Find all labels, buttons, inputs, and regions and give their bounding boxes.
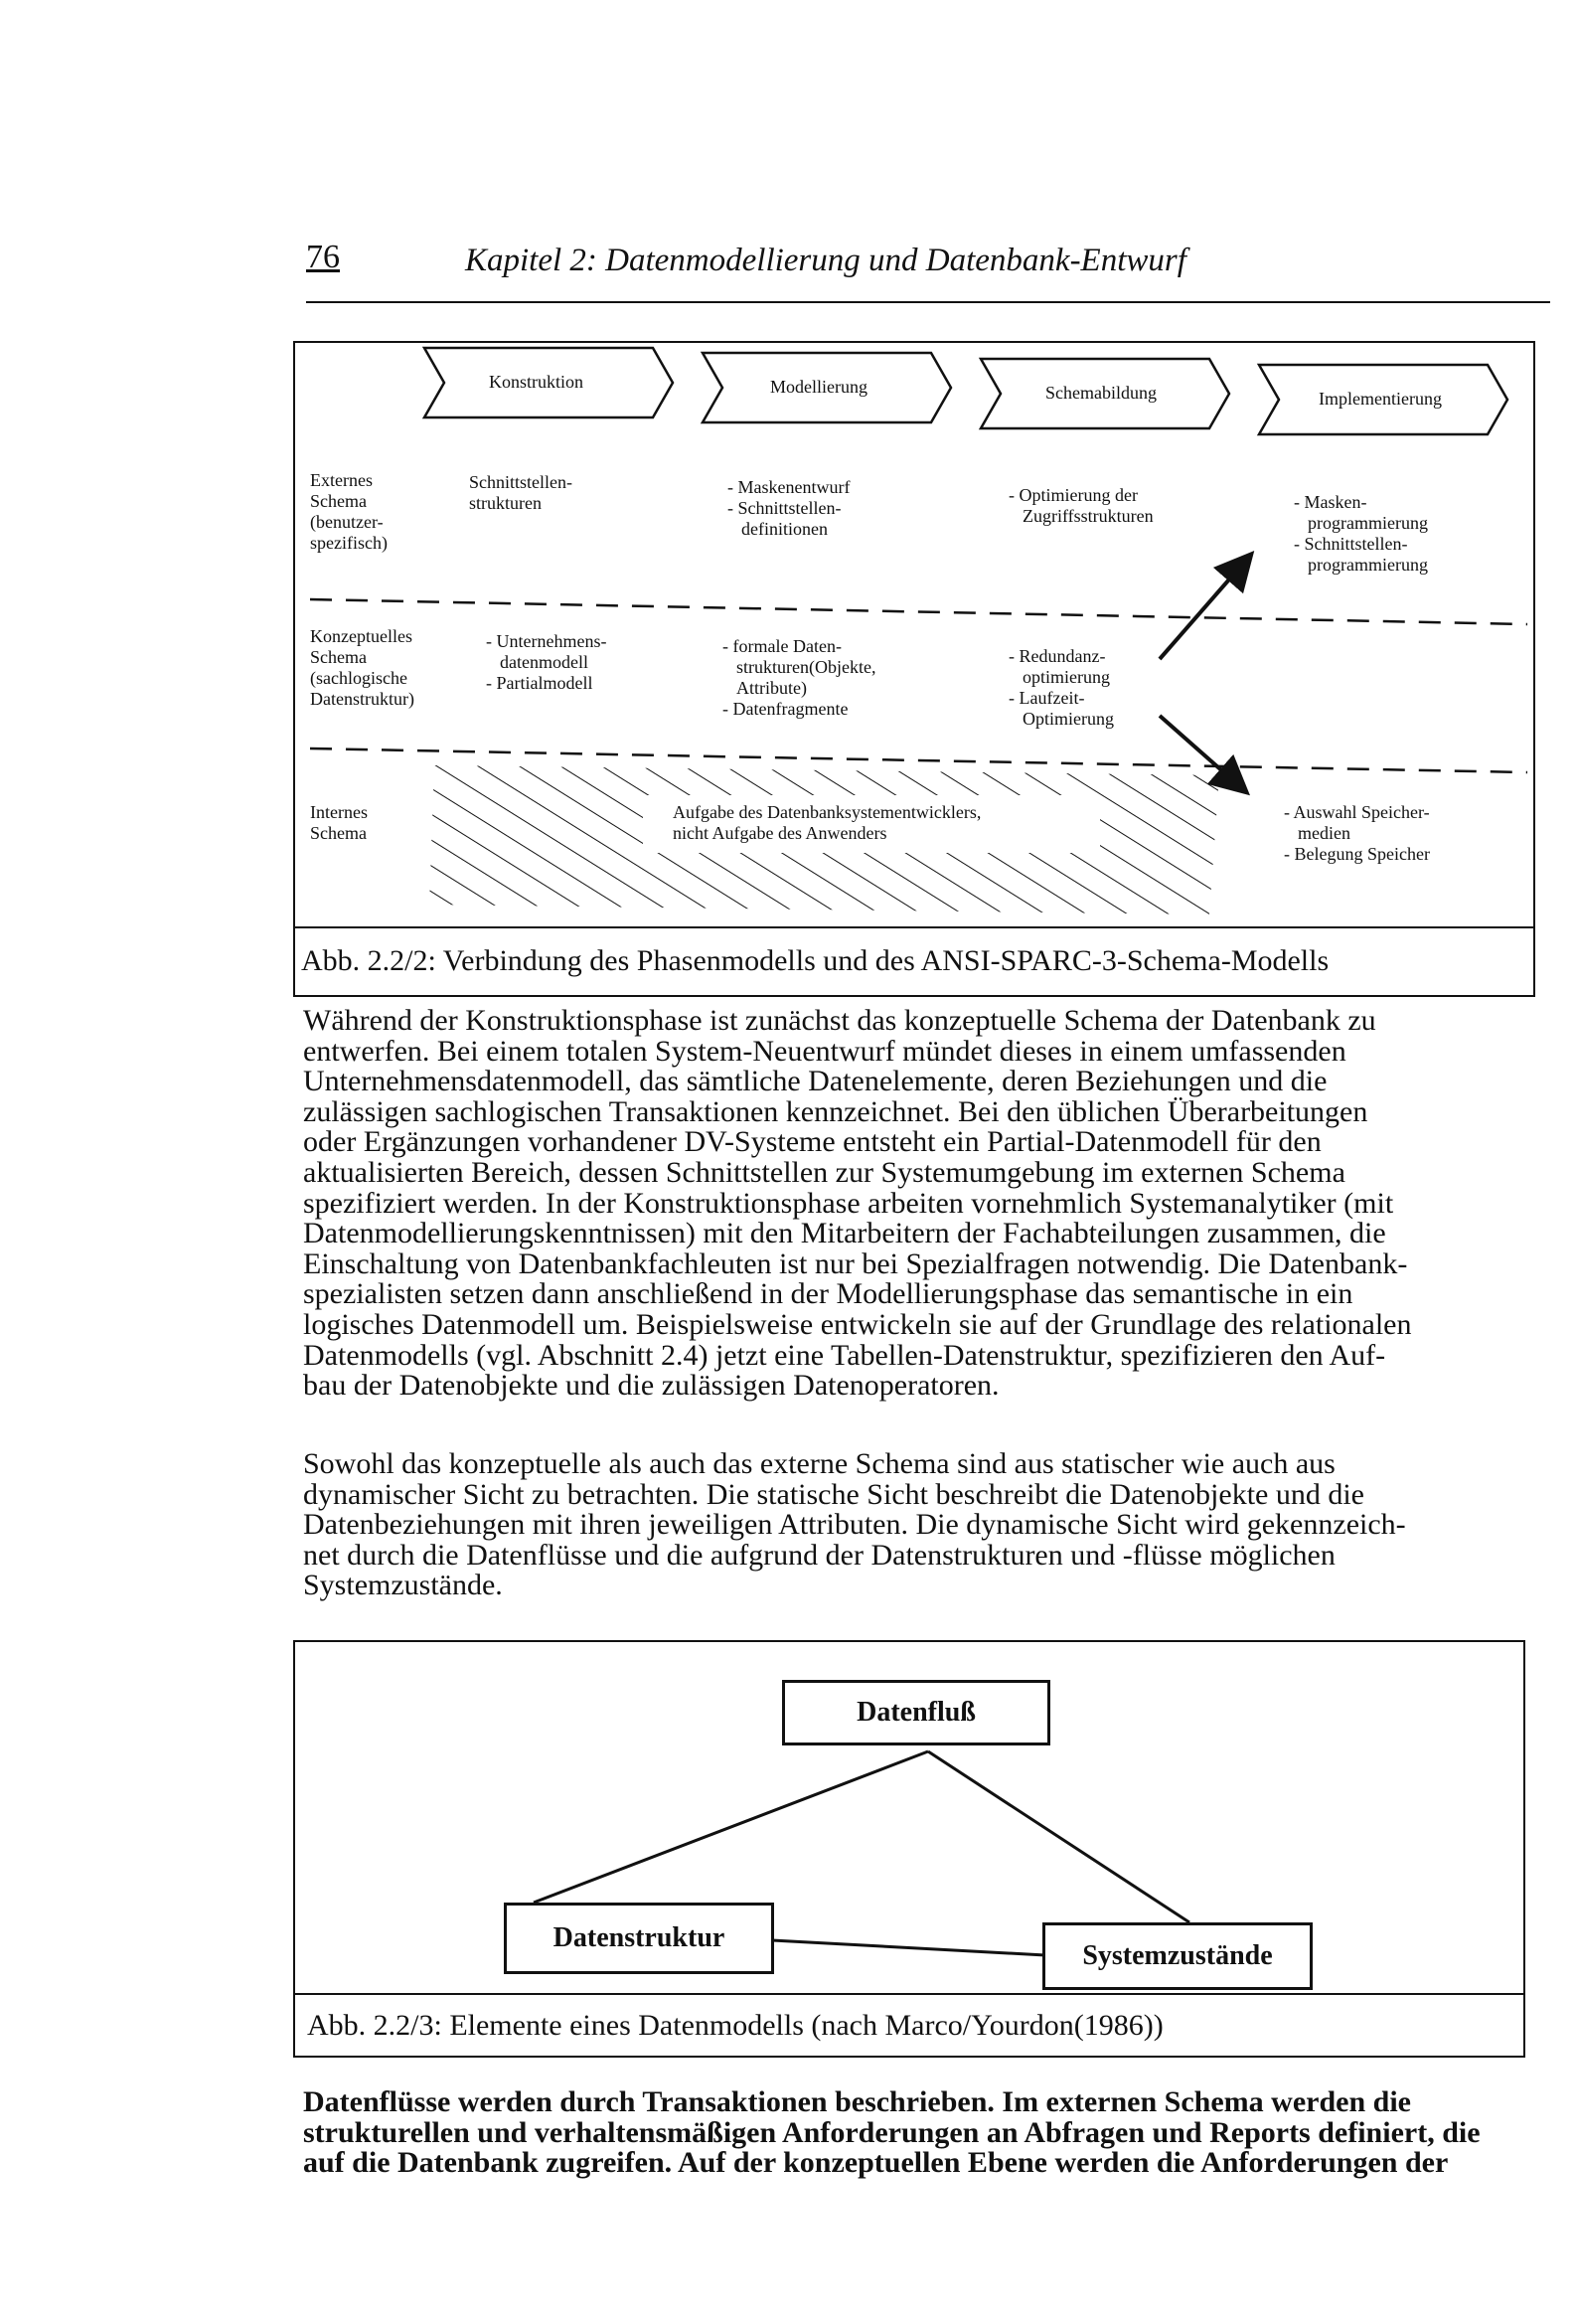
text-line: spezialisten setzen dann anschließend in der Modellierungsphase das semantische in ein	[303, 1277, 1353, 1311]
cell-konzept-schemabildung	[1009, 646, 1114, 730]
arrow-up-implementierung	[1160, 557, 1249, 659]
row-label-konzept-line: Konzeptuelles	[310, 626, 412, 646]
text-line: Datenmodellierungskenntnissen) mit den Mitarbeitern der Fachabteilungen zusammen, die	[303, 1217, 1386, 1250]
row-label-extern-line: Schema	[310, 491, 367, 511]
row-label-extern-line: (benutzer-	[310, 512, 384, 532]
node-datenfluss: Datenfluß	[782, 1680, 1050, 1745]
figure1-caption: Abb. 2.2/2: Verbindung des Phasenmodells und des ANSI-SPARC-3-Schema-Modells	[301, 944, 1330, 977]
cell-line: - Maskenentwurf	[727, 477, 851, 497]
cell-line: strukturen	[469, 493, 542, 513]
cell-line: Schnittstellen-	[469, 472, 572, 492]
text-line: auf die Datenbank zugreifen. Auf der konzeptuellen Ebene werden die Anforderungen der	[303, 2146, 1449, 2180]
hatch-text	[673, 802, 981, 844]
node-systemzustaende: Systemzustände	[1042, 1922, 1313, 1990]
figure2-caption: Abb. 2.2/3: Elemente eines Datenmodells (nach Marco/Yourdon(1986))	[307, 2009, 1164, 2042]
cell-line: Attribute)	[736, 678, 807, 698]
text-line: Datenbeziehungen mit ihren jeweiligen Attributen. Die dynamische Sicht wird gekennzeich-	[303, 1508, 1406, 1542]
cell-line: programmierung	[1308, 513, 1428, 533]
text-line: spezifiziert werden. In der Konstruktionsphase arbeiten vornehmlich Systemanalytiker (mit	[303, 1186, 1394, 1220]
hatch-text-line: Aufgabe des Datenbanksystementwicklers,	[673, 802, 982, 822]
cell-line: medien	[1298, 823, 1350, 843]
text-line: Unternehmensdatenmodell, das sämtliche Datenelemente, deren Beziehungen und die	[303, 1065, 1328, 1098]
cell-konzept-konstruktion	[486, 631, 606, 694]
cell-line: strukturen(Objekte,	[736, 657, 876, 677]
phase-label-modellierung: Modellierung	[770, 377, 867, 397]
edge-datenfluss-datenstruktur	[534, 1751, 928, 1903]
cell-line: - Laufzeit-	[1009, 688, 1085, 708]
cell-line: - Belegung Speicher	[1284, 844, 1430, 864]
row-label-konzept	[310, 626, 414, 710]
text-line: oder Ergänzungen vorhandener DV-Systeme entsteht ein Partial-Datenmodell für den	[303, 1125, 1322, 1159]
row-label-intern-line: Schema	[310, 823, 367, 843]
phase-label-konstruktion: Konstruktion	[489, 372, 584, 392]
chapter-title: Kapitel 2: Datenmodellierung und Datenbank-Entwurf	[465, 243, 1186, 278]
cell-line: Zugriffsstrukturen	[1023, 506, 1154, 526]
paragraph-3	[303, 2087, 1531, 2179]
cell-line: - formale Daten-	[722, 636, 842, 656]
figure2-caption-box	[293, 1993, 1525, 2058]
text-line: dynamischer Sicht zu betrachten. Die statische Sicht beschreibt die Datenobjekte und die	[303, 1477, 1364, 1511]
edge-datenstruktur-systemzustaende	[772, 1940, 1045, 1955]
text-line: logisches Datenmodell um. Beispielsweise entwickeln sie auf der Grundlage des relationalen	[303, 1307, 1412, 1341]
separator-extern-konzept	[310, 599, 1527, 624]
cell-line: - Datenfragmente	[722, 699, 849, 719]
text-line: Während der Konstruktionsphase ist zunächst das konzeptuelle Schema der Datenbank zu	[303, 1004, 1376, 1037]
figure1-caption-box	[293, 926, 1535, 997]
hatch-text-line: nicht Aufgabe des Anwenders	[673, 823, 887, 843]
cell-line: - Redundanz-	[1009, 646, 1106, 666]
cell-extern-modellierung	[727, 477, 850, 540]
row-label-konzept-line: (sachlogische	[310, 668, 407, 688]
row-label-intern-line: Internes	[310, 802, 368, 822]
cell-line: - Schnittstellen-	[1294, 534, 1408, 554]
cell-line: - Masken-	[1294, 492, 1367, 512]
text-line: Sowohl das konzeptuelle als auch das externe Schema sind aus statischer wie auch aus	[303, 1447, 1336, 1480]
cell-line: - Partialmodell	[486, 673, 593, 693]
cell-line: datenmodell	[500, 652, 588, 672]
cell-line: - Auswahl Speicher-	[1284, 802, 1430, 822]
header-rule	[306, 301, 1550, 303]
node-datenstruktur: Datenstruktur	[504, 1903, 774, 1974]
text-line: Systemzustände.	[303, 1569, 503, 1602]
cell-extern-implementierung	[1294, 492, 1428, 576]
row-label-intern	[310, 802, 368, 844]
cell-line: - Schnittstellen-	[727, 498, 842, 518]
text-line: Einschaltung von Datenbankfachleuten ist nur bei Spezialfragen notwendig. Die Datenbank-	[303, 1246, 1408, 1280]
text-line: zulässigen sachlogischen Transaktionen kennzeichnet. Bei den üblichen Überarbeitungen	[303, 1094, 1368, 1128]
cell-line: Optimierung	[1023, 709, 1114, 729]
page-number: 76	[306, 239, 340, 275]
text-line: Datenmodells (vgl. Abschnitt 2.4) jetzt eine Tabellen-Datenstruktur, spezifizieren den Auf-	[303, 1338, 1386, 1372]
text-line: bau der Datenobjekte und die zulässigen Datenoperatoren.	[303, 1369, 1000, 1403]
text-line: strukturellen und verhaltensmäßigen Anforderungen an Abfragen und Reports definiert, die	[303, 2115, 1481, 2149]
text-line: aktualisierten Bereich, dessen Schnittstellen zur Systemumgebung im externen Schema	[303, 1155, 1345, 1189]
figure-phase-model	[293, 341, 1535, 997]
paragraph-2	[303, 1449, 1531, 1601]
cell-line: optimierung	[1023, 667, 1110, 687]
paragraph-1	[303, 1006, 1531, 1402]
cell-konzept-modellierung	[722, 636, 875, 720]
cell-line: definitionen	[741, 519, 828, 539]
page-header	[306, 239, 1240, 298]
phase-label-implementierung: Implementierung	[1319, 389, 1442, 409]
row-label-extern-line: spezifisch)	[310, 533, 388, 553]
edge-datenfluss-systemzustaende	[928, 1751, 1189, 1922]
cell-line: programmierung	[1308, 555, 1428, 575]
row-label-konzept-line: Datenstruktur)	[310, 689, 414, 709]
cell-line: - Unternehmens-	[486, 631, 607, 651]
phase-label-schemabildung: Schemabildung	[1045, 383, 1157, 403]
text-line: net durch die Datenflüsse und die aufgrund der Datenstrukturen und -flüsse möglichen	[303, 1538, 1336, 1572]
text-line: entwerfen. Bei einem totalen System-Neuentwurf mündet dieses in einem umfassenden	[303, 1034, 1346, 1068]
row-label-extern-line: Externes	[310, 470, 373, 490]
row-label-extern	[310, 470, 388, 554]
cell-line: - Optimierung der	[1009, 485, 1138, 505]
text-line: Datenflüsse werden durch Transaktionen beschrieben. Im externen Schema werden die	[303, 2085, 1411, 2118]
cell-intern-implementierung	[1284, 802, 1430, 865]
cell-extern-schemabildung	[1009, 485, 1154, 527]
cell-extern-konstruktion	[469, 472, 572, 514]
row-label-konzept-line: Schema	[310, 647, 367, 667]
